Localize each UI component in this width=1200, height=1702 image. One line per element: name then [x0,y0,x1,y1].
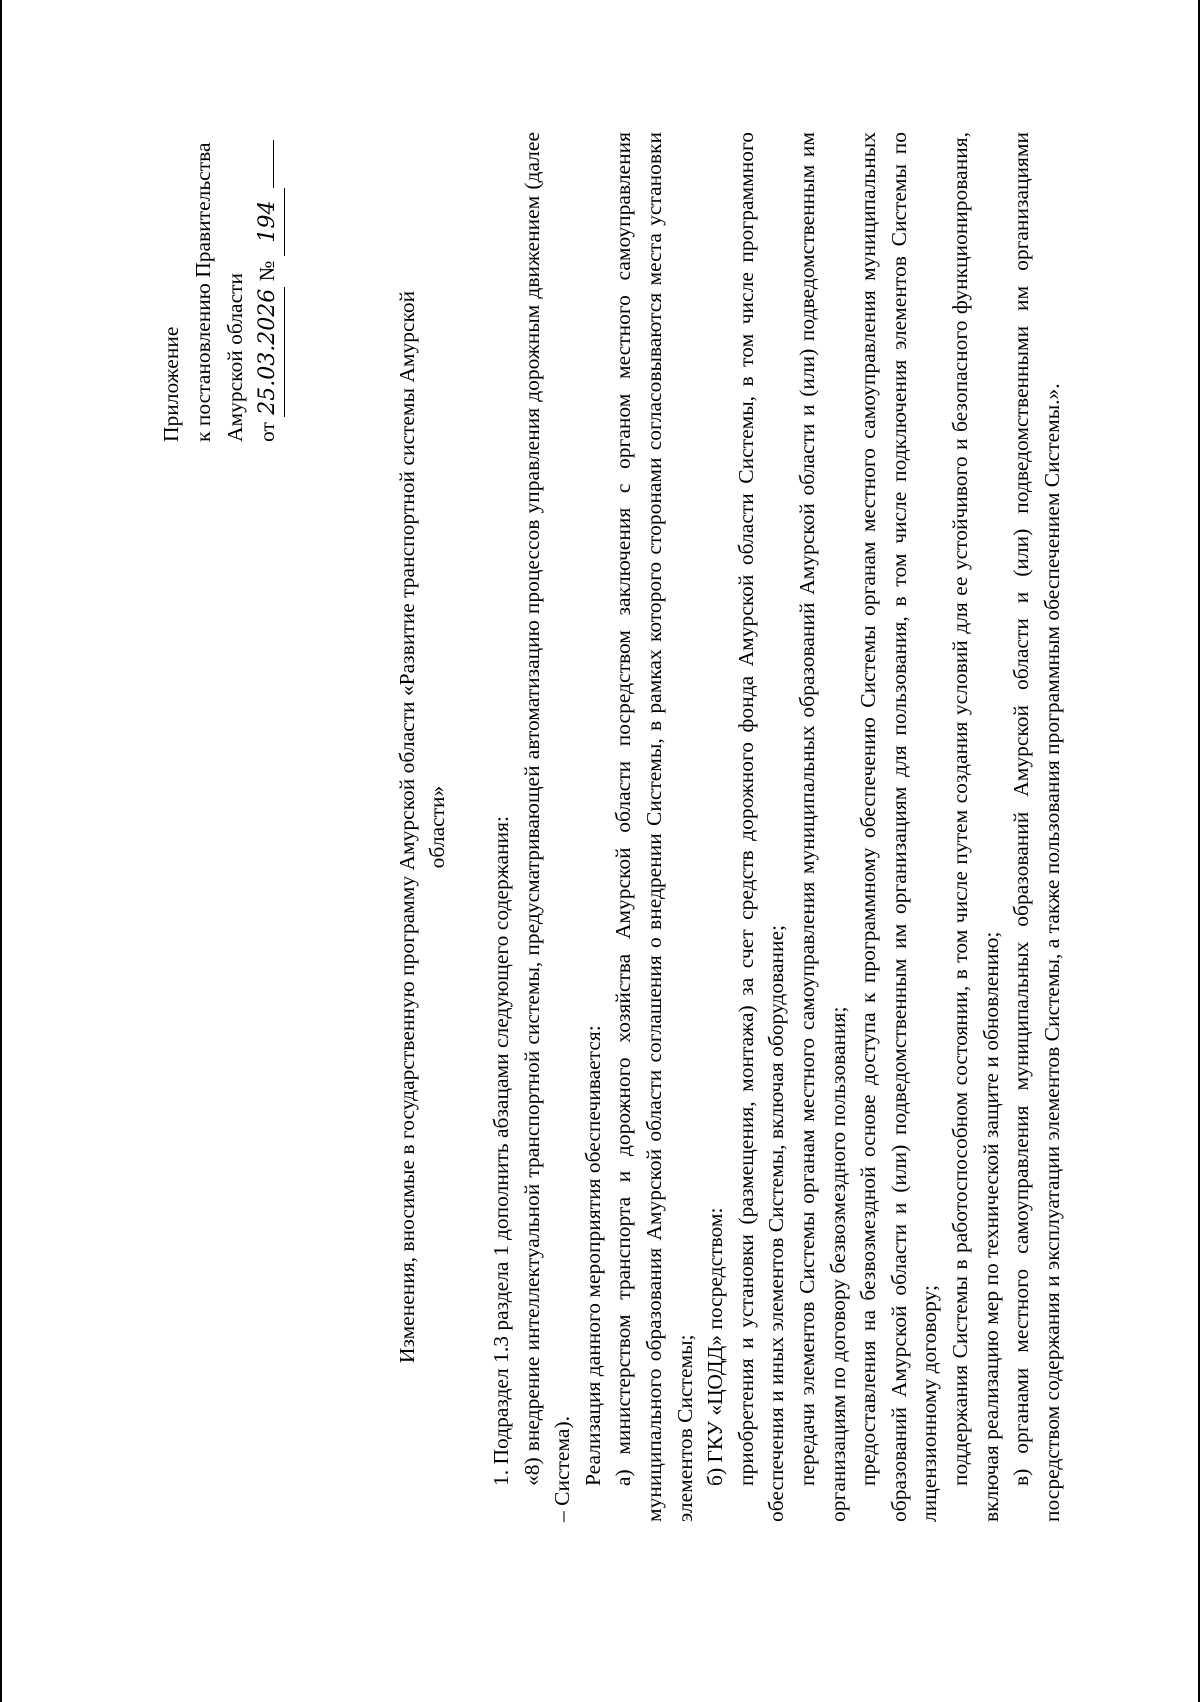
appendix-block [155,22,285,442]
document-title [392,132,452,1522]
paragraph: в) органами местного самоуправления муниципальных образований Амурской области и (или) подведомственными им организациями посредством содержания и эксплуатации элементов Системы, а также пользования программным обеспечением Системы.». [1009,132,1064,1522]
document-body [486,132,1067,1522]
title-line-2: области» [425,785,449,869]
date-prefix: от [255,422,279,442]
appendix-label: Приложение [159,326,183,442]
paragraph: б) ГКУ «ЦОДД» посредством: [703,1207,728,1486]
handwritten-date: 25.03.2026 [252,287,285,417]
paragraph: «8) внедрение интеллектуальной транспортной системы, предусматривающей автоматизацию процессов управления дорожным движением (далее – Система). [519,132,575,1522]
title-line-1: Изменения, вносимые в государственную программу Амурской области «Развитие транспортной системы Амурской [395,290,419,1364]
number-underline [259,140,274,188]
appendix-region: Амурской области [223,272,247,442]
number-sign: № [255,260,279,282]
paragraph: предоставления на безвозмездной основе доступа к программному обеспечению Системы органам местного самоуправления муниципальных образований Амурской области и (или) подведомственным им организациям для пользования, в том числе подключения элементов Системы по лицензионному договору; [856,132,942,1522]
paragraph: приобретения и установки (размещения, монтажа) за счет средств дорожного фонда Амурской области Системы, в том числе программного обеспечения и иных элементов Системы, включая оборудование; [733,132,789,1522]
paragraph: поддержания Системы в работоспособном состоянии, в том числе путем создания условий для ее устойчивого и безопасного функционирования, включая реализацию мер по технической защите и обновлению; [947,132,1003,1522]
appendix-resolution: к постановлению Правительства [191,142,215,442]
paragraph: Реализация данного мероприятия обеспечивается: [580,1025,605,1486]
paragraph: передачи элементов Системы органам местного самоуправления муниципальных образований Амурской области и (или) подведомственным им организациям по договору безвозмездного пользования; [794,132,850,1522]
paragraph: а) министерством транспорта и дорожного хозяйства Амурской области посредством заключения с органом местного самоуправления муниципального образования Амурской области соглашения о внедрении Системы, в рамках которого сторонами согласовываются места установки элементов Системы; [611,132,697,1522]
appendix-date-line [251,22,285,442]
handwritten-number: 194 [252,188,285,256]
paragraph: 1. Подраздел 1.3 раздела 1 дополнить абзацами следующего содержания: [489,816,513,1486]
